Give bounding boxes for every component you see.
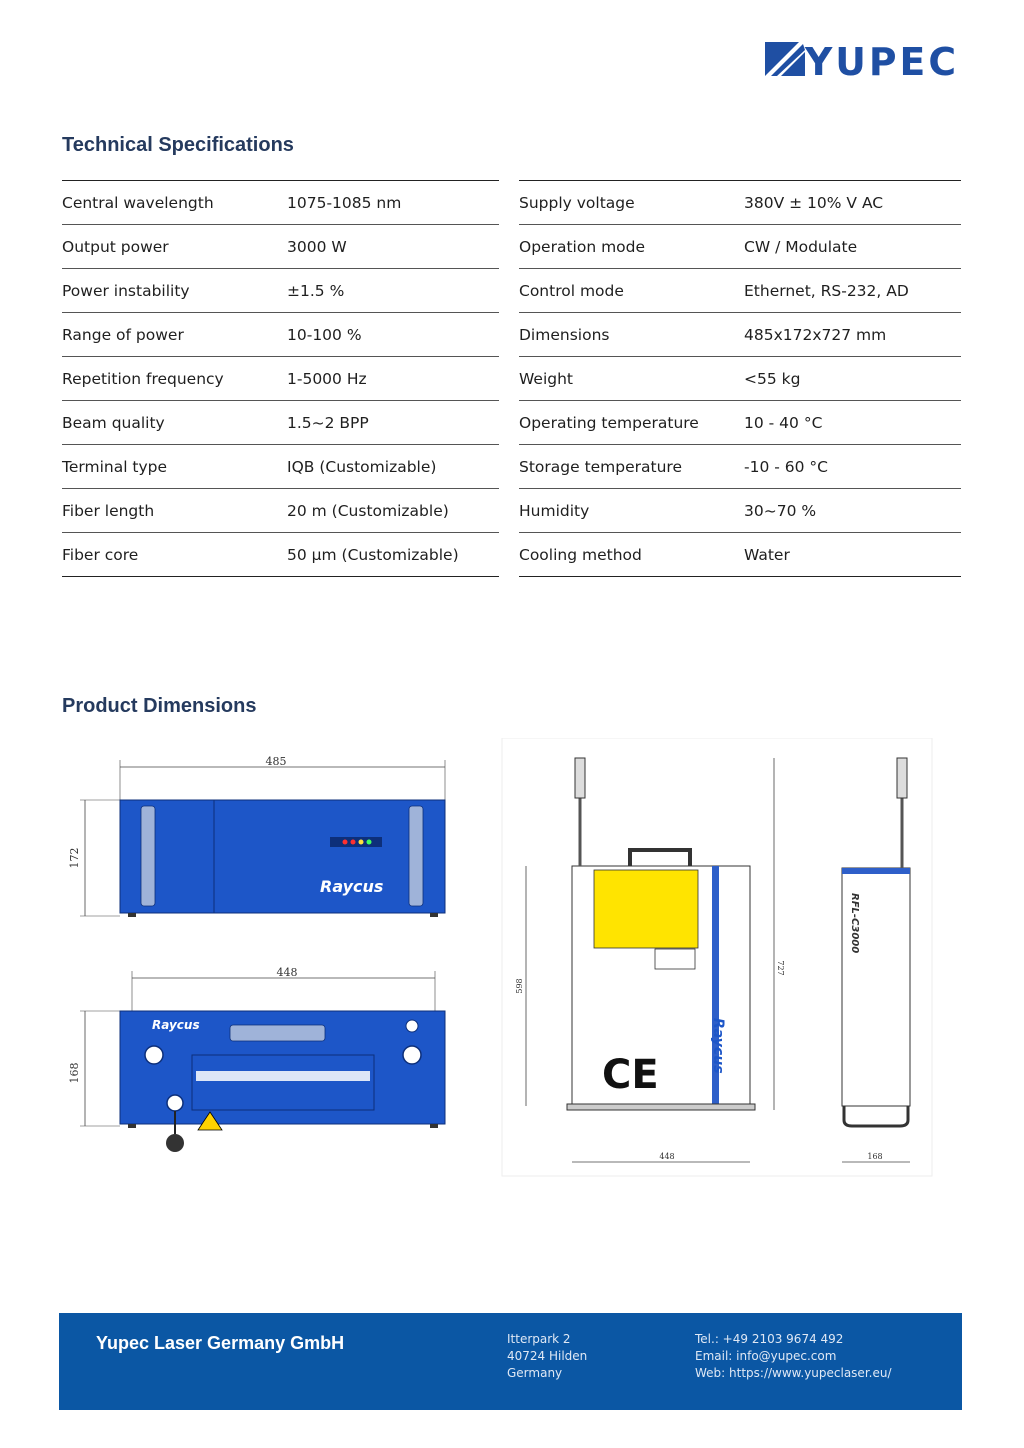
spec-value: 3000 W xyxy=(287,237,347,256)
spec-row xyxy=(519,313,961,357)
spec-row xyxy=(62,181,499,225)
spec-value: 10-100 % xyxy=(287,325,362,344)
front-raycus-mark: Raycus xyxy=(320,877,384,896)
spec-label: Output power xyxy=(62,237,169,256)
spec-row xyxy=(62,269,499,313)
spec-value: 1-5000 Hz xyxy=(287,369,367,388)
specs-table-right xyxy=(519,180,961,577)
spec-row xyxy=(519,489,961,533)
side-total-height-label: 727 xyxy=(776,960,785,976)
spec-row xyxy=(62,313,499,357)
specs-title: Technical Specifications xyxy=(62,134,294,156)
side-model-mark: RFL-C3000 xyxy=(849,893,860,954)
spec-value: 10 - 40 °C xyxy=(744,413,823,432)
spec-value: Ethernet, RS-232, AD xyxy=(744,281,909,300)
spec-row xyxy=(62,533,499,577)
side-body-height-label: 598 xyxy=(515,978,524,994)
spec-value: ±1.5 % xyxy=(287,281,345,300)
spec-label: Cooling method xyxy=(519,545,642,564)
spec-value: <55 kg xyxy=(744,369,801,388)
spec-row xyxy=(519,401,961,445)
rear-view-drawing xyxy=(68,966,445,1152)
footer-address-line: Itterpark 2 xyxy=(507,1332,571,1346)
svg-text:YUPEC: YUPEC xyxy=(804,42,959,78)
spec-value: -10 - 60 °C xyxy=(744,457,828,476)
spec-label: Fiber core xyxy=(62,545,139,564)
spec-row xyxy=(62,489,499,533)
spec-label: Beam quality xyxy=(62,413,165,432)
spec-value: 1.5~2 BPP xyxy=(287,413,369,432)
spec-label: Control mode xyxy=(519,281,624,300)
footer-address-line: Germany xyxy=(507,1366,563,1380)
front-view-drawing xyxy=(68,755,445,917)
spec-label: Operation mode xyxy=(519,237,646,256)
spec-row xyxy=(62,401,499,445)
spec-row xyxy=(519,533,961,577)
footer-phone: Tel.: +49 2103 9674 492 xyxy=(695,1332,844,1346)
spec-row xyxy=(62,357,499,401)
ce-mark: CE xyxy=(602,1052,659,1098)
spec-value: 30~70 % xyxy=(744,501,817,520)
spec-value: 20 m (Customizable) xyxy=(287,501,449,520)
spec-label: Terminal type xyxy=(62,457,168,476)
footer-address xyxy=(507,1331,587,1382)
footer-company: Yupec Laser Germany GmbH xyxy=(96,1333,345,1353)
footer xyxy=(59,1313,962,1410)
spec-label: Power instability xyxy=(62,281,190,300)
spec-value: 50 µm (Customizable) xyxy=(287,545,459,564)
spec-label: Supply voltage xyxy=(519,193,635,212)
side-width-label: 448 xyxy=(659,1152,675,1161)
spec-label: Central wavelength xyxy=(62,193,214,212)
dims-title: Product Dimensions xyxy=(62,695,257,717)
side-depth-label: 168 xyxy=(867,1152,883,1161)
spec-label: Dimensions xyxy=(519,325,610,344)
spec-value: 380V ± 10% V AC xyxy=(744,193,884,212)
footer-address-line: 40724 Hilden xyxy=(507,1349,588,1363)
rear-height-label: 168 xyxy=(68,1062,81,1084)
spec-row xyxy=(519,181,961,225)
spec-label: Repetition frequency xyxy=(62,369,224,388)
spec-value: 485x172x727 mm xyxy=(744,325,887,344)
spec-value: Water xyxy=(744,545,790,564)
front-height-label: 172 xyxy=(68,847,81,869)
spec-row xyxy=(62,445,499,489)
side-view-drawing xyxy=(515,758,910,1162)
front-width-label: 485 xyxy=(265,755,287,768)
spec-label: Operating temperature xyxy=(519,413,699,432)
product-dimension-drawings xyxy=(62,738,962,1178)
spec-label: Range of power xyxy=(62,325,184,344)
footer-email[interactable]: Email: info@yupec.com xyxy=(695,1349,837,1363)
spec-row xyxy=(519,269,961,313)
footer-contact xyxy=(695,1331,892,1382)
side-raycus-mark: Raycus xyxy=(710,1018,726,1074)
spec-row xyxy=(519,357,961,401)
spec-value: IQB (Customizable) xyxy=(287,457,437,476)
spec-label: Fiber length xyxy=(62,501,155,520)
spec-value: 1075-1085 nm xyxy=(287,193,402,212)
spec-label: Humidity xyxy=(519,501,590,520)
spec-row xyxy=(62,225,499,269)
spec-label: Weight xyxy=(519,369,574,388)
rear-width-label: 448 xyxy=(276,966,298,979)
footer-web[interactable]: Web: https://www.yupeclaser.eu/ xyxy=(695,1366,892,1380)
spec-row xyxy=(519,445,961,489)
spec-row xyxy=(519,225,961,269)
spec-label: Storage temperature xyxy=(519,457,682,476)
yupec-logo xyxy=(765,42,960,78)
rear-raycus-mark: Raycus xyxy=(152,1018,200,1032)
spec-value: CW / Modulate xyxy=(744,237,858,256)
specs-table-left xyxy=(62,180,499,577)
